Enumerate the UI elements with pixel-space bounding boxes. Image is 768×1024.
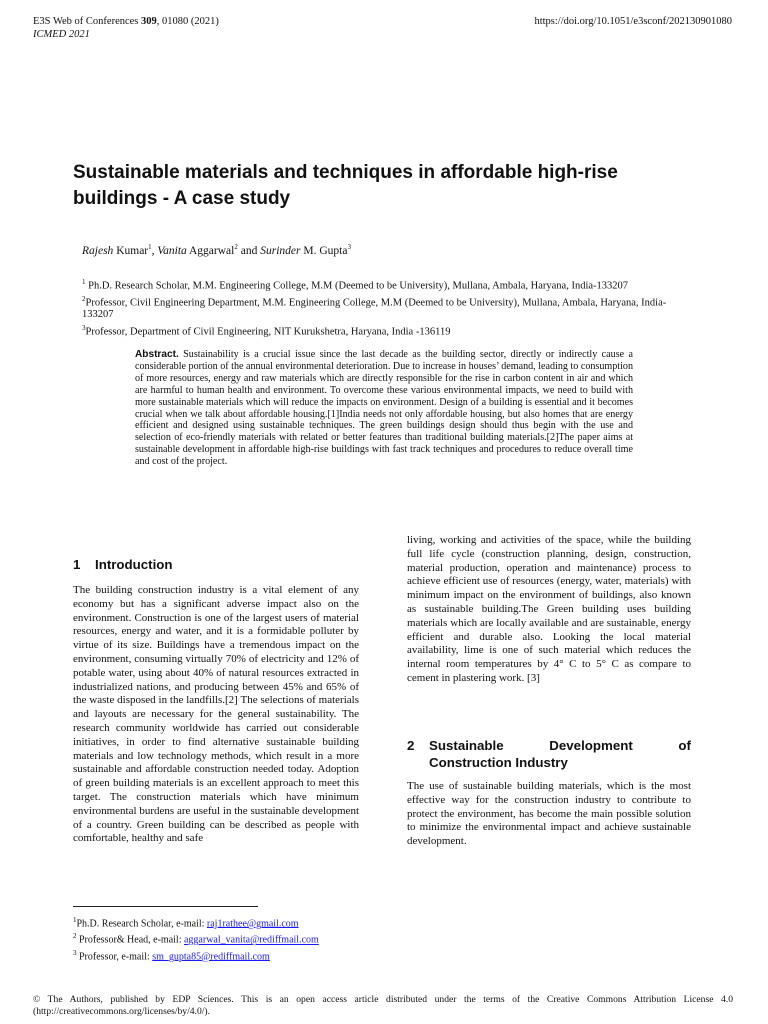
email-link-1[interactable]: raj1rathee@gmail.com	[206, 918, 299, 930]
email-link-3[interactable]: sm_gupta85@rediffmail.com	[152, 950, 270, 962]
footnote-1: $^1$Ph.D. Research Scholar, e-mail: raj1rathee@gmail.com	[73, 916, 299, 930]
introduction-text-left: The building construction industry is a vital element of any economy but has a significant adverse impact also on the environment. Construction is one of the largest users of material resources, energy and water, and it is a formidable polluter by virtue of its size. Buildings have a tremendous impact on the environment, consuming virtually 70% of electricity and 12% of potable water, using about 40% of natural resources extracted in industrialized nations, and producing between 45% and 65% of the waste disposed in the landfills.[2] The selections of materials and layouts are necessary for the general sustainability. The research community worldwide has carried out considerable initiatives, in order to find alternative sustainable building materials and low technology methods, which result in a more sustainable and affordable construction needed today. Adoption of green building materials is an excellent approach to meet this target. The construction materials which have minimum environmental burdens are useful in the sustainable development of a country. Green building can be described as people with comfortable, healthy and safe	[73, 584, 359, 845]
author-list	[82, 240, 351, 258]
affiliations	[82, 276, 692, 338]
affiliation-2: $^2$Professor, Civil Engineering Department, M.M. Engineering College, M.M (Deemed to be University), Mullana, Ambala, Haryana, India-133207	[82, 294, 667, 321]
paper-title: Sustainable materials and techniques in affordable high-rise buildings - A case study	[73, 162, 618, 209]
footnote-2: $^2$ Professor& Head, e-mail: aggarwal_vanita@rediffmail.com	[73, 932, 319, 946]
section-title: Introduction	[95, 557, 173, 572]
affiliation-3: $^3$Professor, Department of Civil Engineering, NIT Kurukshetra, Haryana, India -136119	[82, 323, 451, 338]
footnotes	[73, 914, 319, 963]
doi-link[interactable]: https://doi.org/10.1051/e3sconf/202130901080	[534, 16, 732, 27]
introduction-text-right: living, working and activities of the space, while the building full life cycle (construction planning, design, construction, material production, operation and maintenance) process to achieve efficient use of resources (energy, water, materials) with minimum impact on the environment of buildings, also known as sustainable building.The Green building uses building materials which are locally available and are sustainable, energy efficient and durable also. Looking the local material availability, lime is one of such material which reduces the internal room temperatures by 4° C to 5° C as compare to cement in plastering work. [3]	[407, 534, 691, 684]
author-3: Surinder M. Gupta$^3$	[260, 243, 351, 257]
section-number: 2	[407, 738, 415, 753]
footnote-divider	[73, 906, 258, 907]
running-header	[33, 15, 219, 41]
footnote-3: $^3$ Professor, e-mail: sm_gupta85@rediffmail.com	[73, 948, 270, 962]
license-notice: © The Authors, published by EDP Sciences. This is an open access article distributed under the terms of the Creative Commons Attribution License 4.0 (http://creativecommons.org/licenses/by/4.0/).	[33, 994, 733, 1017]
author-1: Rajesh Kumar$^1$,	[82, 243, 158, 257]
journal-citation	[33, 15, 219, 28]
abstract	[135, 349, 633, 468]
article-number: , 01080 (2021)	[156, 16, 219, 27]
abstract-label: Abstract.	[135, 349, 179, 360]
abstract-text: Sustainability is a crucial issue since the last decade as the building sector, directly or indirectly cause a considerable portion of the annual environmental deterioration. Due to increase in houses’ demand, leading to consumption of more resources, energy and raw materials which are directly responsible for the rise in carbon content in air and which are harmful to human health and environment. To overcome these various environmental impacts, we need to build with more sustainable materials which will reduce the impacts on environment. Design of a building is essential and it becomes crucial when we talk about affordable housing.[1]India needs not only affordable housing, but also homes that are energy efficient and designed using sustainable techniques. The green buildings design should thus begin with the use and selection of eco-friendly materials with related or better features than traditional building materials.[2]The paper aims at sustainable development in affordable high-rise buildings with fast track techniques and procedures to reduce overall time and cost of the project.	[135, 349, 633, 468]
section-number: 1	[73, 557, 81, 572]
section-heading-introduction	[73, 556, 173, 573]
section-heading-sustainable-development: 2 Sustainable Development of Construction Industry	[407, 738, 691, 770]
journal-name: E3S Web of Conferences	[33, 16, 139, 27]
affiliation-1: $^1$ Ph.D. Research Scholar, M.M. Engineering College, M.M (Deemed to be University), Mullana, Ambala, Haryana, India-133207	[82, 278, 629, 292]
author-2: Vanita Aggarwal$^2$ and	[157, 243, 261, 257]
email-link-2[interactable]: aggarwal_vanita@rediffmail.com	[183, 934, 319, 946]
journal-volume: 309	[141, 16, 157, 27]
conference-name: ICMED 2021	[33, 29, 90, 40]
section2-text: The use of sustainable building materials, which is the most effective way for the construction industry to contribute to protect the environment, has become the main possible solution to minimize the environmental impact and achieve sustainable development.	[407, 780, 691, 848]
